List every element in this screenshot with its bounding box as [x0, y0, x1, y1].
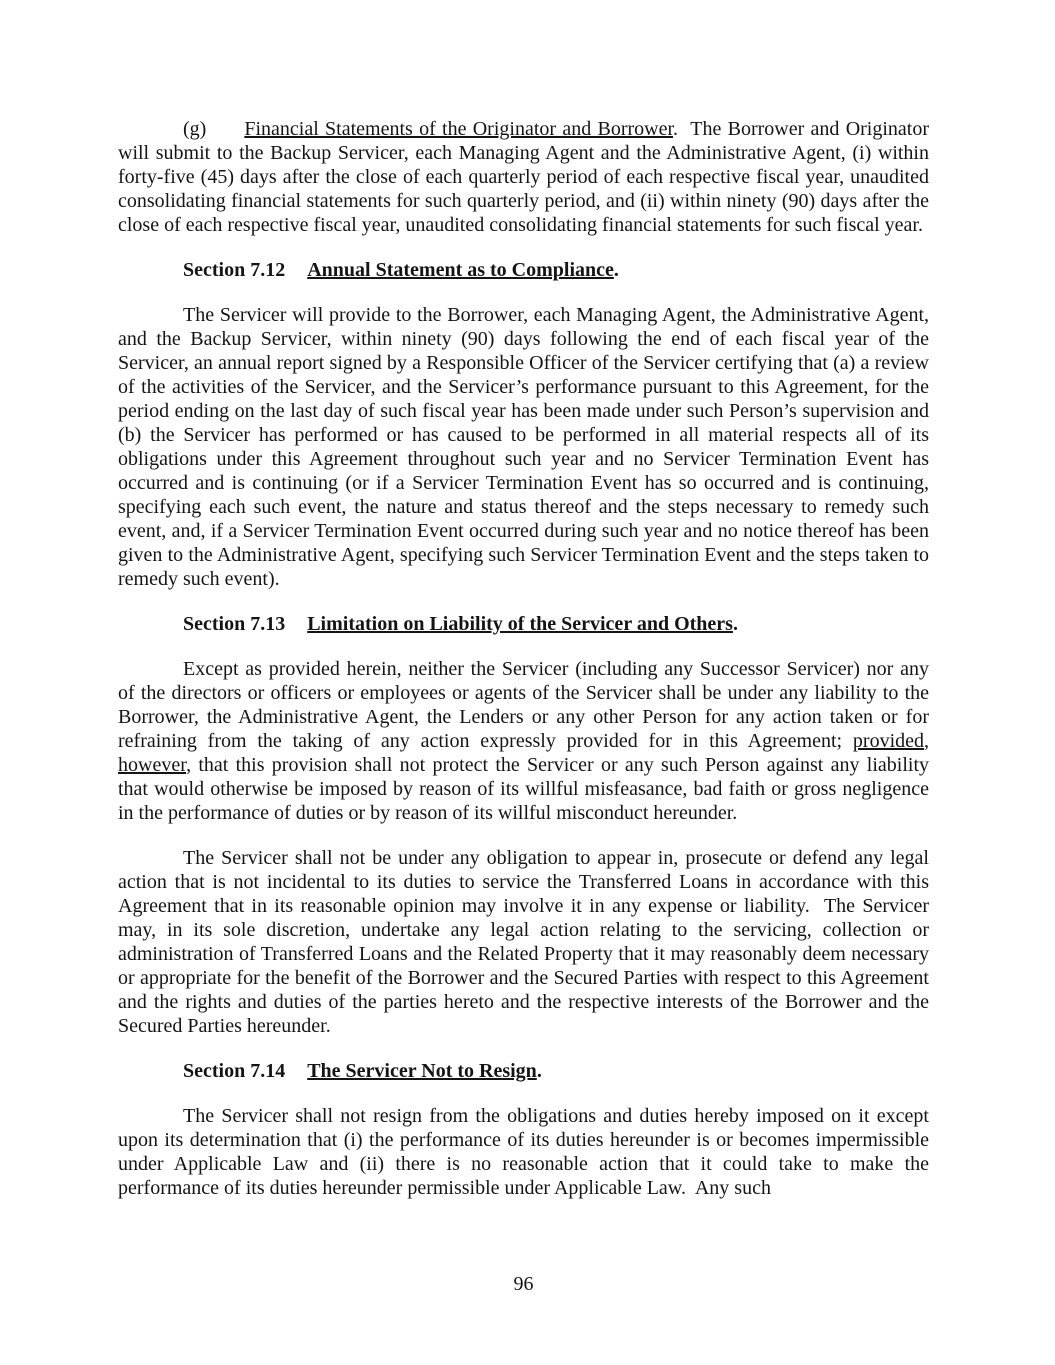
- section-number: Section 7.14: [183, 1060, 286, 1082]
- section-7-13-heading: [118, 612, 929, 636]
- subsection-label-g: (g): [183, 118, 207, 140]
- paragraph-text: . The Borrower and Originator will submit to the Backup Servicer, each Managing Agent and the Administrative Agent, (i) within forty-five (45) days after the close of each quarterly period of each respective fiscal year, unaudited consolidating financial statements for such quarterly period, and (ii) within ninety (90) days after the close of each respective fiscal year, unaudited consolidating financial statements for such fiscal year.: [118, 118, 929, 236]
- paragraph-text: The Servicer shall not be under any obligation to appear in, prosecute or defend any legal action that is not incidental to its duties to service the Transferred Loans in accordance with this Agreement that in its reasonable opinion may involve it in any expense or liability. The Servicer may, in its sole discretion, undertake any legal action relating to the servicing, collection or administration of Transferred Loans and the Related Property that it may reasonably deem necessary or appropriate for the benefit of the Borrower and the Secured Parties with respect to this Agreement and the rights and duties of the parties hereto and the respective interests of the Borrower and the Secured Parties hereunder.: [118, 847, 929, 1037]
- underlined-term-however: however: [118, 754, 187, 776]
- section-7-14-heading: [118, 1059, 929, 1083]
- paragraph-text: , that this provision shall not protect the Servicer or any such Person against any liability that would otherwise be imposed by reason of its willful misfeasance, bad faith or gross negligence in the performance of duties or by reason of its willful misconduct hereunder.: [118, 754, 929, 824]
- underlined-term-provided: provided: [852, 730, 924, 752]
- subsection-heading-g: Financial Statements of the Originator and Borrower: [244, 118, 674, 140]
- paragraph-text: Except as provided herein, neither the Servicer (including any Successor Servicer) nor any of the directors or officers or employees or agents of the Servicer shall be under any liability to the Borrower, the Administrative Agent, the Lenders or any other Person for any action taken or for refraining from the taking of any action expressly provided for in this Agreement;: [118, 658, 929, 752]
- section-title: Limitation on Liability of the Servicer and Others: [307, 613, 733, 635]
- section-number: Section 7.12: [183, 259, 286, 281]
- paragraph-text: ,: [924, 730, 929, 752]
- section-number: Section 7.13: [183, 613, 286, 635]
- section-7-14-body: [118, 1104, 929, 1200]
- section-title: Annual Statement as to Compliance: [307, 259, 614, 281]
- section-7-12-heading: [118, 258, 929, 282]
- section-title-period: .: [732, 613, 738, 635]
- page-body: [118, 117, 929, 1200]
- section-title-period: .: [536, 1060, 542, 1082]
- section-7-13-body-1: [118, 657, 929, 825]
- paragraph-subsection-g: [118, 117, 929, 237]
- section-7-12-body: [118, 303, 929, 591]
- paragraph-text: The Servicer will provide to the Borrower, each Managing Agent, the Administrative Agent, and the Backup Servicer, within ninety (90) days following the end of each fiscal year of the Servicer, an annual report signed by a Responsible Officer of the Servicer certifying that (a) a review of the activities of the Servicer, and the Servicer’s performance pursuant to this Agreement, for the period ending on the last day of such fiscal year has been made under such Person’s supervision and (b) the Servicer has performed or has caused to be performed in all material respects all of its obligations under this Agreement throughout such year and no Servicer Termination Event has occurred and is continuing (or if a Servicer Termination Event has so occurred and is continuing, specifying each such event, the nature and status thereof and the steps necessary to remedy such event, and, if a Servicer Termination Event occurred during such year and no notice thereof has been given to the Administrative Agent, specifying such Servicer Termination Event and the steps taken to remedy such event).: [118, 304, 929, 590]
- page-number: 96: [513, 1273, 534, 1295]
- paragraph-text: The Servicer shall not resign from the obligations and duties hereby imposed on it except upon its determination that (i) the performance of its duties hereunder is or becomes impermissible under Applicable Law and (ii) there is no reasonable action that it could take to make the performance of its duties hereunder permissible under Applicable Law. Any such: [118, 1105, 929, 1199]
- section-title: The Servicer Not to Resign: [307, 1060, 537, 1082]
- page-footer: [118, 1272, 929, 1296]
- section-title-period: .: [613, 259, 619, 281]
- section-7-13-body-2: [118, 846, 929, 1038]
